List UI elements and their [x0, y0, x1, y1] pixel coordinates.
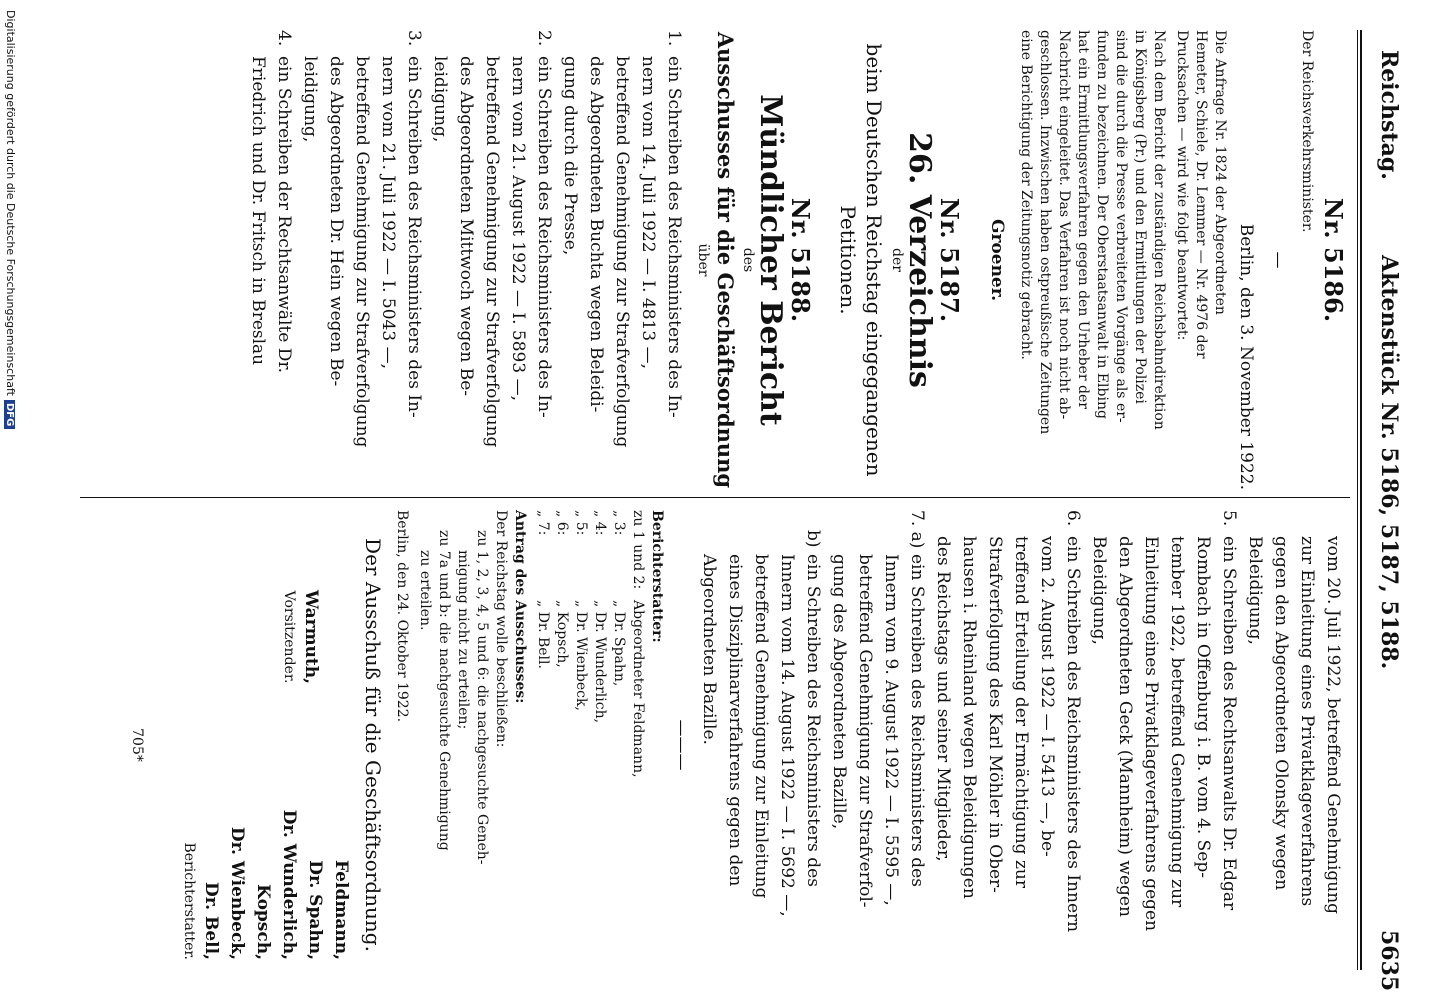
doc-5188-number: Nr. 5188. [786, 197, 815, 323]
list-item: 2. ein Schreiben des Reichsministers des In- nern vom 21. August 1922 — I. 5893 —, betreffend Genehmigung zur Strafverfolgung des Abgeordneten Mittwoch wegen Be- leidigung, [430, 30, 554, 448]
left-column: Nr. 5186. Der Reichsverkehrsminister. — Berlin, den 3. November 1922. Die Anfrage Nr. 1824 der Abgeordneten Hemeter, Schiele, Dr. Lemmer — Nr. 4976 der Drucksachen — wird wie folgt beantwortet: Nach dem Bericht der zuständigen Reichsbahndirektion in Königsberg (Pr.) und den Ermittlungen der Polizei sind die durch die Presse verbreiteten Vorgänge als er- funden zu bezeichnen. Der Oberstaatsanwalt in Elbing hat ein Ermittlungsverfahren gegen den Urheber der Nachricht eingeleitet. Das Verfahren ist noch nicht ab- geschlossen. Inzwischen haben ostpreußische Zeitungen eine Berichtigung der Zeitungsnotiz gebracht. Groener. Nr. 5187. 26. Verzeichnis der beim Deutschen Reichstag eingegangenen Petitionen. Nr. 5188. Mündlicher Bericht des Ausschusses für die Geschäftsordnung über 1. ein Schreiben des Reichsministers des In- nern vom 14. Juli 1922 — I. 4813 —, betreffend Genehmigung zur Strafverfolgung des Abgeordneten Buchta wegen Beleidi- gung durch die Presse, 2. ein Schreiben des Reichsministers des In- nern vom 21. August 1922 — I. 5893 —, betreffend Genehmigung zur Strafverfolgung des Abgeordneten Mittwoch wegen Be- leidigung, 3. ein Schreiben des Reichsministers des In- nern vom 21. Juli 1922 — I. 5043 —, betreffend Genehmigung zur Strafverfolgung des Abgeordneten Dr. Hein wegen Be- leidigung, 4. ein Schreiben der Rechtsanwälte Dr. Friedrich und Dr. Fritsch in Breslau [245, 30, 1346, 490]
doc-5186-date: Berlin, den 3. November 1922. [1236, 223, 1256, 490]
list-item: 3. ein Schreiben des Reichsministers des In- nern vom 21. Juli 1922 — I. 5043 —, betreffend Genehmigung zur Strafverfolgung des Abgeordneten Dr. Hein wegen Be- leidigung, [300, 30, 424, 448]
berichterstatter-heading: Berichterstatter: [649, 510, 665, 643]
reporters-list: zu 1 und 2:Abgeordneter Feldmann, „ 3:„ Dr. Spahn, „ 4:„ Dr. Wunderlich, „ 5:„ Dr. Wienbeck, „ 6:„ Kopsch, „ 7:„ Dr. Bell. [535, 510, 646, 778]
antrag-date: Berlin, den 24. Oktober 1922. [394, 510, 410, 723]
right-column: vom 20. Juli 1922, betreffend Genehmigung zur Einleitung eines Privatklageverfahrens gegen den Abgeordneten Olonsky wegen Beleidigung, 5. ein Schreiben des Rechtsanwalts Dr. Edgar Rombach in Offenburg i. B. vom 4. Sep- tember 1922, betreffend Genehmigung zur Einleitung eines Privatklageverfahrens gegen den Abgeordneten Geck (Mannheim) wegen Beleidigung, 6. ein Schreiben des Reichsministers des Innern vom 2. August 1922 — I. 5413 —, be- treffend Erteilung der Ermächtigung zur Strafverfolgung des Karl Möhler in Ober- hausen i. Rheinland wegen Beleidigungen des Reichstags und seiner Mitglieder, 7. a) ein Schreiben des Reichsministers des Innern vom 9. August 1922 — I. 5595 —, betreffend Genehmigung zur Strafverfol- gung des Abgeordneten Bazille, b) ein Schreiben des Reichsministers des Innern vom 14. August 1922 — I. 5692 —, betreffend Genehmigung zur Einleitung eines Disziplinarverfahrens gegen den Abgeordneten Bazille. ——— Berichterstatter: zu 1 und 2:Abgeordneter Feldmann, „ 3:„ Dr. Spahn, „ 4:„ Dr. Wunderlich, „ 5:„ Dr. Wienbeck, „ 6:„ Kopsch, „ 7:„ Dr. Bell. Antrag des Ausschusses: Der Reichstag wolle beschließen: zu 1, 2, 3, 4, 5 und 6: die nachgesuchte Geneh- migung nicht zu erteilen; zu 7a und b: die nachgesuchte Genehmigung zu erteilen. Berlin, den 24. Oktober 1922. Der Ausschuß für die Geschäftsordnung. Warmuth, Vorsitzender. Feldmann, Dr. Spahn, Dr. Wunderlich, Kopsch, Dr. Wienbeck, Dr. Bell, Berichterstatter. 705* [127, 510, 1346, 980]
header-center: Aktenstück Nr. 5186, 5187, 5188. [1376, 255, 1402, 670]
doc-5186-para2: Nach dem Bericht der zuständigen Reichsbahndirektion in Königsberg (Pr.) und den Ermittlungen der Polizei sind die durch die Presse verbreiteten Vorgänge als er- funden zu bezeichnen. Der Oberstaatsanwalt in Elbing hat ein Ermittlungsverfahren gegen den Urheber der Nachricht eingeleitet. Das Verfahren ist noch nicht ab- geschlossen. Inzwischen haben ostpreußische Zeitungen eine Berichtigung der Zeitungsnotiz gebracht. [1018, 30, 1167, 435]
doc-5186-sender: Der Reichsverkehrsminister. [1299, 30, 1315, 233]
antrag-body: zu 1, 2, 3, 4, 5 und 6: die nachgesuchte Geneh- migung nicht zu erteilen; zu 7a und b: die nachgesuchte Genehmigung zu erteilen. [417, 530, 490, 865]
reporters-signatures: Feldmann, Dr. Spahn, Dr. Wunderlich, Kopsch, Dr. Wienbeck, Dr. Bell, Berichterstatter. [181, 809, 351, 960]
list-item: 1. ein Schreiben des Reichsministers des In- nern vom 14. Juli 1922 — I. 4813 —, betreffend Genehmigung zur Strafverfolgung des Abgeordneten Buchta wegen Beleidi- gung durch die Presse, [560, 30, 684, 448]
doc-5186-para1: Die Anfrage Nr. 1824 der Abgeordneten Hemeter, Schiele, Dr. Lemmer — Nr. 4976 der Drucksachen — wird wie folgt beantwortet: [1174, 30, 1228, 359]
doc-5187-number: Nr. 5187. [935, 197, 964, 323]
item-4-continuation: vom 20. Juli 1922, betreffend Genehmigung zur Einleitung eines Privatklageverfahrens gegen den Abgeordneten Olonsky wegen Beleidigung, [1245, 536, 1343, 915]
doc-5187-title: 26. Verzeichnis [902, 132, 937, 388]
doc-5187-der: der [889, 248, 905, 272]
page-number: 5635 [1376, 930, 1402, 992]
antrag-heading: Antrag des Ausschusses: [512, 510, 528, 704]
dfg-logo: DFG [4, 400, 15, 429]
page-mark: 705* [129, 728, 145, 762]
doc-5188-ueber: über [695, 243, 711, 277]
committee-title: Der Ausschuß für die Geschäftsordnung. [361, 538, 385, 952]
antrag-intro: Der Reichstag wolle beschließen: [493, 510, 509, 748]
list-item: 4. ein Schreiben der Rechtsanwälte Dr. Friedrich und Dr. Fritsch in Breslau [248, 30, 294, 374]
doc-5186-number: Nr. 5186. [1319, 197, 1348, 323]
doc-5188-subtitle: Ausschusses für die Geschäftsordnung [713, 31, 738, 489]
digitization-credit: Digitalisierung gefördert durch die Deutsche ForschungsgemeinschaftDFG [4, 10, 17, 429]
list-item: b) ein Schreiben des Reichsministers des Innern vom 14. August 1922 — I. 5692 —, betreffend Genehmigung zur Einleitung eines Disziplinarverfahrens gegen den Abgeordneten Bazille. [699, 530, 823, 917]
doc-5187-subtitle-2: Petitionen. [836, 205, 860, 315]
header-rule-thin [1357, 30, 1358, 970]
column-divider [80, 497, 1350, 498]
doc-5188-des: des [740, 247, 756, 273]
list-item: 7. a) ein Schreiben des Reichsministers des Innern vom 9. August 1922 — I. 5595 —, betreffend Genehmigung zur Strafverfol- gung des Abgeordneten Bazille, [829, 510, 927, 908]
doc-5188-title: Mündlicher Bericht [753, 94, 788, 426]
header-left: Reichstag. [1376, 50, 1402, 180]
header-rule [1360, 30, 1362, 970]
doc-5187-subtitle-1: beim Deutschen Reichstag eingegangenen [862, 43, 886, 477]
list-item: 6. ein Schreiben des Reichsministers des Innern vom 2. August 1922 — I. 5413 —, be- treffend Erteilung der Ermächtigung zur Strafverfolgung des Karl Möhler in Ober- hausen i. Rheinland wegen Beleidigungen des Reichstags und seiner Mitglieder, [933, 510, 1083, 933]
list-item: 5. ein Schreiben des Rechtsanwalts Dr. Edgar Rombach in Offenburg i. B. vom 4. Sep- tember 1922, betreffend Genehmigung zur Einleitung eines Privatklageverfahrens gegen den Abgeordneten Geck (Mannheim) wegen Beleidigung, [1089, 510, 1239, 932]
doc-5186-signature: Groener. [987, 218, 1007, 302]
chair-signature: Warmuth, Vorsitzender. [281, 590, 321, 685]
